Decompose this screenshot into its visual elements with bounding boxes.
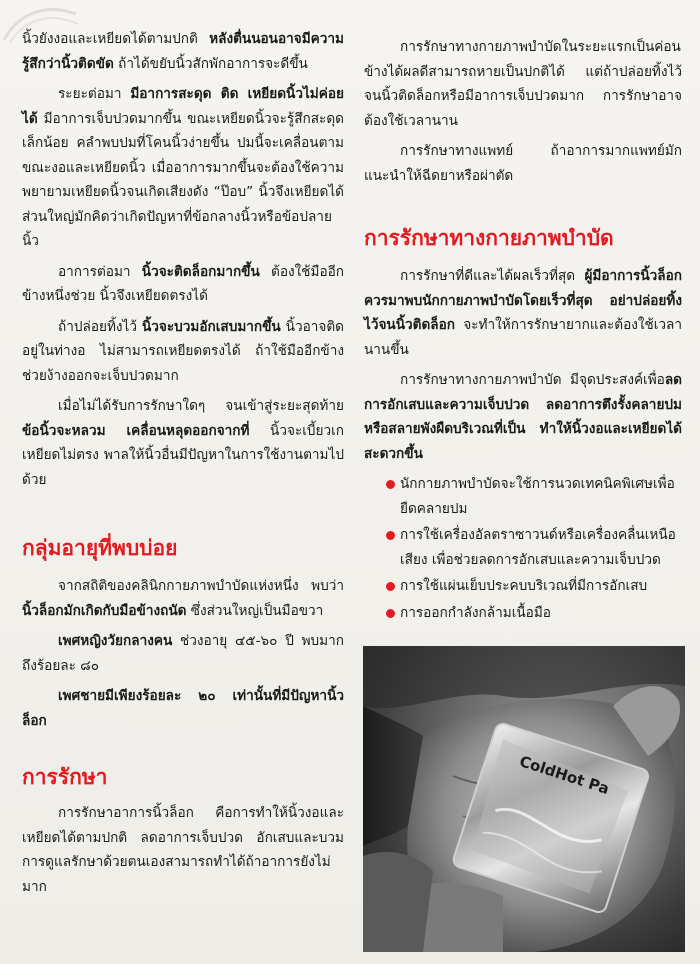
heading-treatment: การรักษา — [22, 765, 108, 789]
left-paragraph-2: ระยะต่อมา มีอาการสะดุด ติด เหยียดนิ้วไม่ค่อยได้ มีอาการเจ็บปวดมากขึ้น ขณะเหยียดนิ้วจะรู้สึกสะดุดเล็กน้อย คลำพบปมที่โคนนิ้วง่ายขึ้น ปมนี้จะเคลื่อนตามขณะงอและเหยียดนิ้ว เมื่ออาการมากขึ้นจะต้องใช้ความพยายามเหยียดนิ้วจนเกิดเสียงดัง “ป๊อบ” นิ้วจึงเหยียดได้ ส่วนใหญ่มักคิดว่าเกิดปัญหาที่ข้อกลางนิ้วหรือข้อปลายนิ้ว — [22, 86, 344, 249]
left-paragraph-4: ถ้าปล่อยทิ้งไว้ นิ้วจะบวมอักเสบมากขึ้น นิ้วอาจติดอยู่ในท่างอ ไม่สามารถเหยียดตรงได้ ถ้าใช้มืออีกข้างช่วยง้างออกจะเจ็บปวดมาก — [22, 318, 344, 384]
left-paragraph-7: เพศหญิงวัยกลางคน ช่วงอายุ ๔๕-๖๐ ปี พบมากถึงร้อยละ ๘๐ — [22, 633, 344, 674]
photo-hand-coldhot-pack — [363, 646, 685, 952]
bullet-dot-icon — [386, 609, 395, 618]
heading-age-group: กลุ่มอายุที่พบบ่อย — [22, 536, 178, 560]
left-paragraph-3: อาการต่อมา นิ้วจะติดล็อกมากขึ้น ต้องใช้มืออีกข้างหนึ่งช่วย นิ้วจึงเหยียดตรงได้ — [22, 263, 344, 304]
left-paragraph-9: การรักษาอาการนิ้วล็อก คือการทำให้นิ้วงอและเหยียดได้ตามปกติ ลดอาการเจ็บปวด อักเสบและบวม การดูแลรักษาด้วยตนเองสามารถทำได้ถ้าอาการยังไม่มาก — [22, 805, 344, 895]
bullet-item-massage: นักกายภาพบำบัดจะใช้การนวดเทคนิคพิเศษเพื่อยืดคลายปม — [364, 472, 682, 521]
right-paragraph-3: การรักษาที่ดีและได้ผลเร็วที่สุด ผู้มีอาการนิ้วล็อกควรมาพบนักกายภาพบำบัดโดยเร็วที่สุด อย่าปล่อยทิ้งไว้จนนิ้วติดล็อก จะทำให้การรักษายากและต้องใช้เวลานานขึ้น — [364, 268, 682, 358]
bullet-dot-icon — [386, 531, 395, 540]
heading-physiotherapy: การรักษาทางกายภาพบำบัด — [364, 226, 614, 250]
right-column — [364, 0, 682, 627]
treatment-bullet-list — [364, 472, 682, 625]
right-paragraph-4: การรักษาทางกายภาพบำบัด มีจุดประสงค์เพื่อลดการอักเสบและความเจ็บปวด ลดอาการตึงรั้งคลายปมหรือสลายพังผืดบริเวณที่เป็น ทำให้นิ้วงอและเหยียดได้สะดวกขึ้น — [364, 372, 682, 462]
hand-illustration — [363, 646, 685, 952]
left-column — [22, 0, 344, 905]
bullet-item-compress: การใช้แผ่นเย็บประคบบริเวณที่มีการอักเสบ — [364, 574, 682, 599]
right-paragraph-2: การรักษาทางแพทย์ ถ้าอาการมากแพทย์มักแนะนำให้ฉีดยาหรือผ่าตัด — [364, 143, 682, 184]
left-paragraph-6: จากสถิติของคลินิกกายภาพบำบัดแห่งหนึ่ง พบว่า นิ้วล็อกมักเกิดกับมือข้างถนัด ซึ่งส่วนใหญ่เป็นมือขวา — [22, 578, 344, 619]
bullet-dot-icon — [386, 480, 395, 489]
right-paragraph-1: การรักษาทางกายภาพบำบัดในระยะแรกเป็นค่อนข้างได้ผลดีสามารถหายเป็นปกติได้ แต่ถ้าปล่อยทิ้งไว้จนนิ้วติดล็อกหรือมีอาการเจ็บปวดมาก การรักษาอาจต้องใช้เวลานาน — [364, 39, 682, 129]
left-paragraph-5: เมื่อไม่ได้รับการรักษาใดๆ จนเข้าสู่ระยะสุดท้าย ข้อนิ้วจะหลวม เคลื่อนหลุดออกจากที่ นิ้วจะเบี้ยวเกเหยียดไม่ตรง พาลให้นิ้วอื่นมีปัญหาในการใช้งานตามไปด้วย — [22, 398, 344, 488]
pack-label: ColdHot Pa — [517, 752, 612, 799]
left-paragraph-1: นิ้วยังงอและเหยียดได้ตามปกติ หลังตื่นนอนอาจมีความรู้สึกว่านิ้วติดขัด ถ้าได้ขยับนิ้วสักพักอาการจะดีขึ้น — [22, 31, 344, 72]
bullet-item-ultrasound: การใช้เครื่องอัลตราซาวนด์หรือเครื่องคลื่นเหนือเสียง เพื่อช่วยลดการอักเสบและความเจ็บปวด — [364, 523, 682, 572]
bullet-item-exercise: การออกกำลังกล้ามเนื้อมือ — [364, 601, 682, 626]
left-paragraph-8: เพศชายมีเพียงร้อยละ ๒๐ เท่านั้นที่มีปัญหานิ้วล็อก — [22, 688, 344, 729]
bullet-dot-icon — [386, 582, 395, 591]
